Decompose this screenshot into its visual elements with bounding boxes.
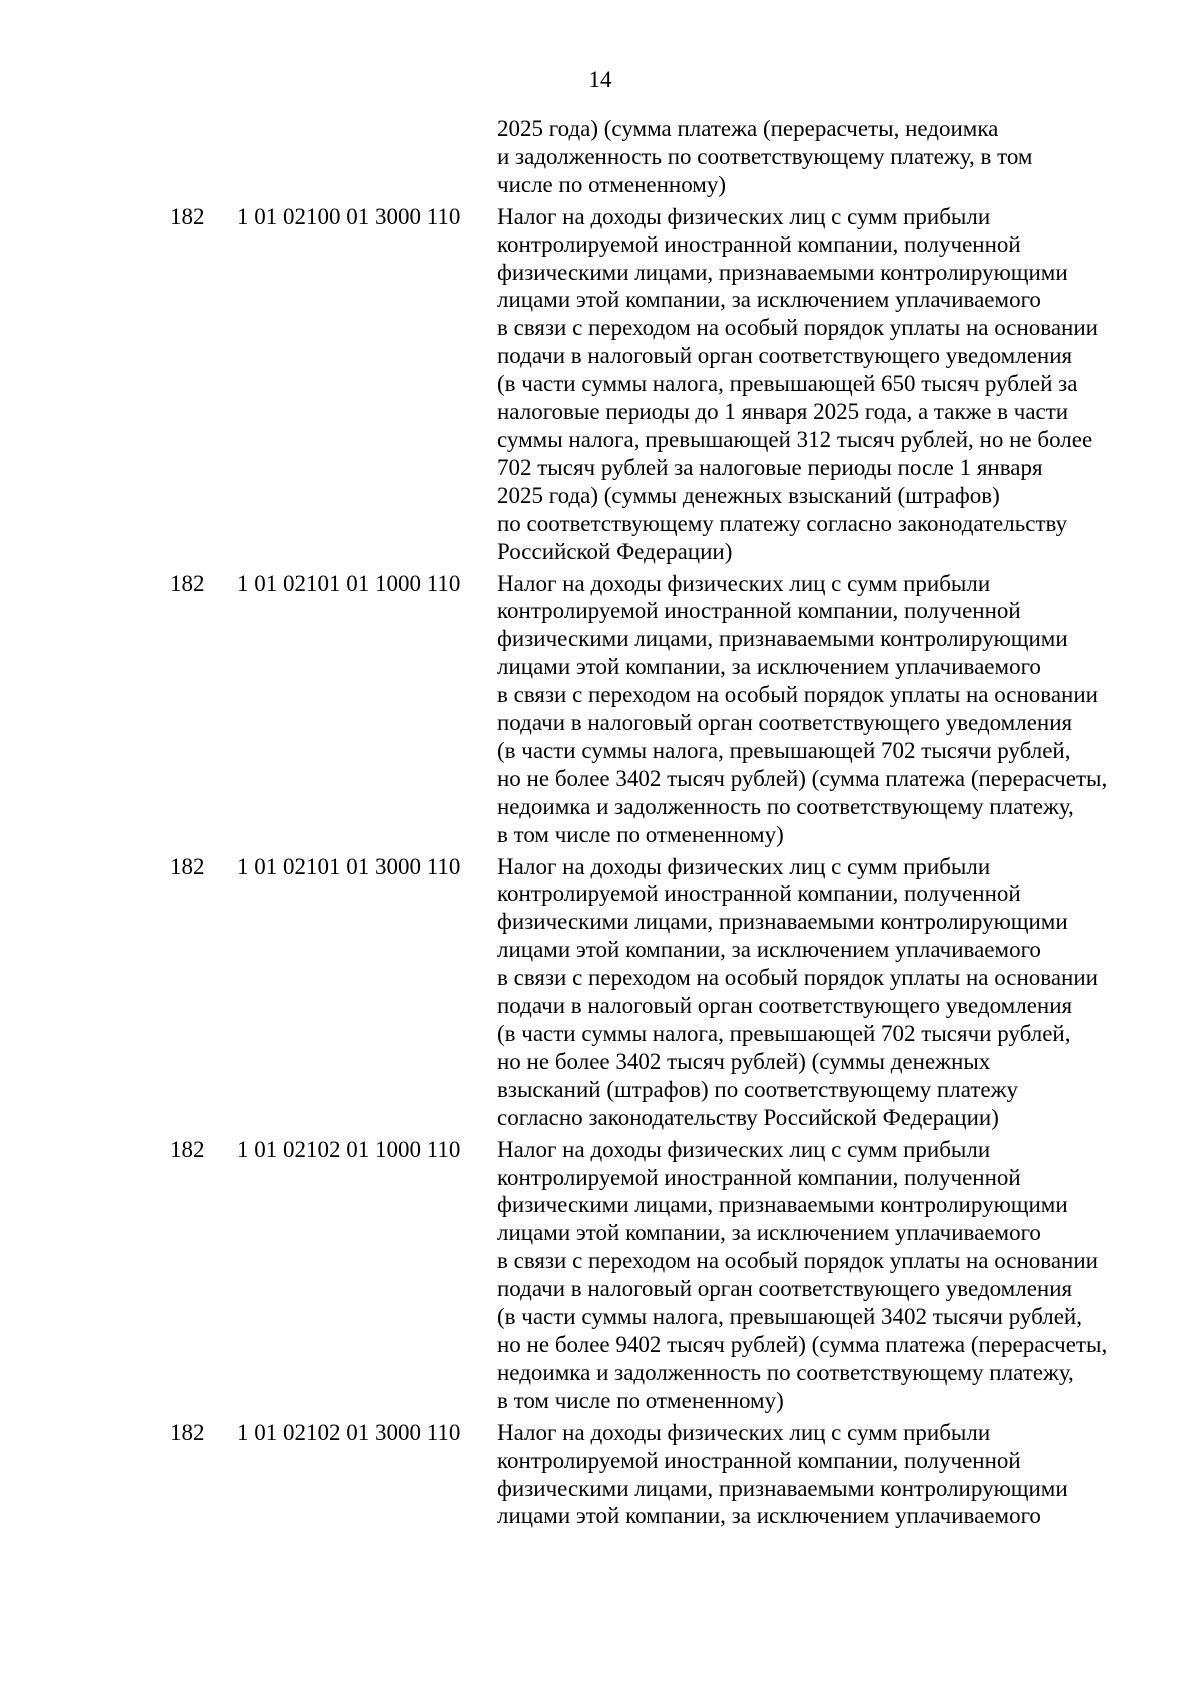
description-line: Российской Федерации)	[497, 538, 733, 564]
description-line: суммы налога, превышающей 312 тысяч рублей, но не более	[497, 426, 1093, 452]
description-line: подачи в налоговый орган соответствующего уведомления	[497, 343, 1073, 369]
description-line: в связи с переходом на особый порядок уплаты на основании	[497, 1248, 1098, 1274]
table-row	[0, 1136, 1200, 1415]
description-line: (в части суммы налога, превышающей 3402 тысячи рублей,	[497, 1304, 1082, 1330]
description-line: числе по отмененному)	[497, 171, 727, 197]
description-line: согласно законодательству Российской Федерации)	[497, 1104, 999, 1130]
description-line: физическими лицами, признаваемыми контролирующими	[497, 1475, 1068, 1501]
budget-classification-code: 1 01 02102 01 3000 110	[237, 1419, 461, 1445]
description-line: (в части суммы налога, превышающей 702 тысячи рублей,	[497, 737, 1071, 763]
description-line: но не более 9402 тысяч рублей) (сумма платежа (перерасчеты,	[497, 1331, 1108, 1357]
description-line: в связи с переходом на особый порядок уплаты на основании	[497, 315, 1098, 341]
description-line: подачи в налоговый орган соответствующего уведомления	[497, 1276, 1073, 1302]
description-line: контролируемой иностранной компании, полученной	[497, 881, 1021, 907]
description-line: Налог на доходы физических лиц с сумм прибыли	[497, 1419, 991, 1445]
income-description	[497, 570, 1137, 849]
table-row	[0, 115, 1200, 199]
income-description	[497, 853, 1137, 1132]
description-line: Налог на доходы физических лиц с сумм прибыли	[497, 203, 991, 229]
description-line: но не более 3402 тысяч рублей) (сумма платежа (перерасчеты,	[497, 765, 1108, 791]
table-row	[0, 1419, 1200, 1531]
description-line: лицами этой компании, за исключением уплачиваемого	[497, 287, 1041, 313]
description-line: лицами этой компании, за исключением уплачиваемого	[497, 1220, 1041, 1246]
description-line: физическими лицами, признаваемыми контролирующими	[497, 909, 1068, 935]
description-line: недоимка и задолженность по соответствующему платежу,	[497, 793, 1074, 819]
description-line: физическими лицами, признаваемыми контролирующими	[497, 1192, 1068, 1218]
description-line: подачи в налоговый орган соответствующего уведомления	[497, 993, 1073, 1019]
description-line: физическими лицами, признаваемыми контролирующими	[497, 259, 1068, 285]
budget-classification-code: 1 01 02102 01 1000 110	[237, 1136, 461, 1162]
description-line: по соответствующему платежу согласно законодательству	[497, 510, 1068, 536]
description-line: в связи с переходом на особый порядок уплаты на основании	[497, 682, 1098, 708]
description-line: недоимка и задолженность по соответствующему платежу,	[497, 1359, 1074, 1385]
description-line: в том числе по отмененному)	[497, 821, 784, 847]
table-row	[0, 853, 1200, 1132]
description-line: контролируемой иностранной компании, полученной	[497, 598, 1021, 624]
administrator-code: 182	[170, 570, 205, 596]
description-line: Налог на доходы физических лиц с сумм прибыли	[497, 570, 991, 596]
administrator-code: 182	[170, 203, 205, 229]
description-line: 2025 года) (суммы денежных взысканий (штрафов)	[497, 482, 1000, 508]
description-line: в том числе по отмененному)	[497, 1387, 784, 1413]
page-number: 14	[588, 67, 612, 92]
income-description	[497, 1419, 1137, 1531]
description-line: подачи в налоговый орган соответствующего уведомления	[497, 710, 1073, 736]
description-line: Налог на доходы физических лиц с сумм прибыли	[497, 1136, 991, 1162]
income-description	[497, 1136, 1137, 1415]
budget-classification-code: 1 01 02101 01 1000 110	[237, 570, 461, 596]
administrator-code: 182	[170, 1419, 205, 1445]
description-line: взысканий (штрафов) по соответствующему платежу	[497, 1076, 1018, 1102]
description-line: и задолженность по соответствующему платежу, в том	[497, 143, 1033, 169]
description-line: (в части суммы налога, превышающей 650 тысяч рублей за	[497, 371, 1078, 397]
description-line: физическими лицами, признаваемыми контролирующими	[497, 626, 1068, 652]
budget-classification-code: 1 01 02100 01 3000 110	[237, 203, 461, 229]
description-line: 2025 года) (сумма платежа (перерасчеты, недоимка	[497, 116, 999, 141]
description-line: лицами этой компании, за исключением уплачиваемого	[497, 1503, 1041, 1529]
table-row	[0, 203, 1200, 566]
budget-classification-code: 1 01 02101 01 3000 110	[237, 853, 461, 879]
description-line: (в части суммы налога, превышающей 702 тысячи рублей,	[497, 1021, 1071, 1046]
income-description	[497, 203, 1137, 566]
description-line: в связи с переходом на особый порядок уплаты на основании	[497, 965, 1098, 991]
administrator-code: 182	[170, 1136, 205, 1162]
table-row	[0, 570, 1200, 849]
description-line: Налог на доходы физических лиц с сумм прибыли	[497, 853, 991, 879]
description-line: лицами этой компании, за исключением уплачиваемого	[497, 654, 1041, 680]
income-description	[497, 115, 1137, 199]
description-line: контролируемой иностранной компании, полученной	[497, 231, 1021, 257]
description-line: контролируемой иностранной компании, полученной	[497, 1164, 1021, 1190]
description-line: контролируемой иностранной компании, полученной	[497, 1447, 1021, 1473]
description-line: 702 тысяч рублей за налоговые периоды после 1 января	[497, 454, 1043, 480]
description-line: налоговые периоды до 1 января 2025 года, а также в части	[497, 399, 1069, 425]
budget-code-table	[0, 115, 1200, 1534]
description-line: лицами этой компании, за исключением уплачиваемого	[497, 937, 1041, 963]
description-line: но не более 3402 тысяч рублей) (суммы денежных	[497, 1048, 991, 1074]
administrator-code: 182	[170, 853, 205, 879]
